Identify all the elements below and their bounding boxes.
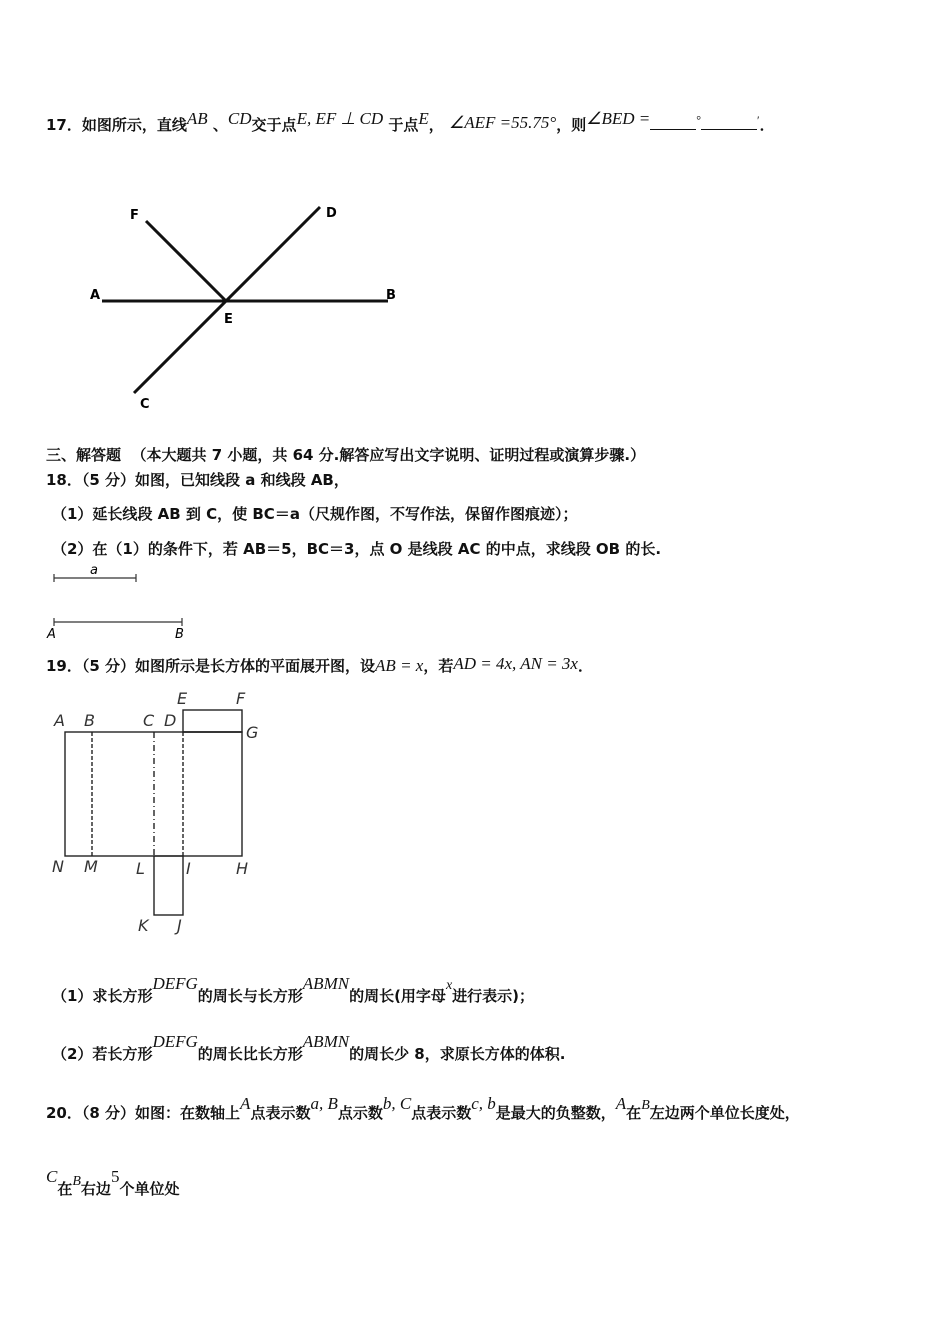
label-seg-a: a (90, 563, 98, 578)
label-C: C (143, 711, 155, 730)
label-C: C (140, 397, 150, 412)
label-F: F (130, 208, 139, 223)
q18-part1: （1）延长线段 AB 到 C，使 BC＝a（尺规作图，不写作法，保留作图痕迹）； (52, 505, 578, 523)
label-E: E (177, 689, 188, 708)
q20-line1: 20．（8 分）如图：在数轴上A点表示数a, B点示数b, C点表示数c, b是最大的负整数，A在B左边两个单位长度处， (46, 1094, 800, 1122)
label-E: E (224, 312, 233, 327)
q18-part2: （2）在（1）的条件下，若 AB＝5，BC＝3，点 O 是线段 AC 的中点，求线段 OB 的长. (52, 540, 662, 558)
label-N: N (52, 857, 64, 876)
label-F: F (236, 689, 246, 708)
label-J: J (177, 916, 182, 935)
answer-blank-minutes[interactable] (701, 115, 757, 130)
label-seg-B: B (175, 627, 184, 642)
label-B: B (386, 288, 396, 303)
q17-line: 17．如图所示，直线AB 、CD交于点E, EF ⊥ CD 于点E， ∠AEF =55.75°，则∠BED = ° ′． (46, 109, 775, 134)
label-H: H (236, 859, 249, 878)
q17-figure (80, 195, 420, 415)
label-A: A (54, 711, 65, 730)
label-B: B (84, 711, 95, 730)
q19-part2: （2）若长方形DEFG的周长比长方形ABMN的周长少 8，求原长方体的体积. (52, 1032, 566, 1063)
q19-head: 19．（5 分）如图所示是长方体的平面展开图，设AB = x，若AD = 4x, AN = 3x． (46, 654, 593, 675)
q20-line2: C在B右边5个单位处 (46, 1167, 180, 1198)
label-D: D (164, 711, 177, 730)
label-M: M (84, 857, 98, 876)
q19-part1: （1）求长方形DEFG的周长与长方形ABMN的周长(用字母x进行表示)； (52, 974, 535, 1005)
net-top-flap (183, 710, 242, 732)
label-K: K (138, 916, 149, 935)
q19-net-figure (46, 686, 276, 940)
net-bottom-flap (154, 856, 183, 915)
label-D: D (326, 206, 337, 221)
label-seg-A: A (47, 627, 56, 642)
q18-head: 18．（5 分）如图，已知线段 a 和线段 AB， (46, 471, 349, 489)
label-I: I (186, 859, 191, 878)
q18-segments (44, 560, 204, 642)
ray-ef (146, 221, 226, 301)
label-G: G (246, 723, 259, 742)
label-A: A (90, 288, 101, 303)
answer-blank-degrees[interactable] (650, 115, 696, 130)
label-L: L (136, 859, 145, 878)
section-3-heading: 三、解答题 （本大题共 7 小题，共 64 分.解答应写出文字说明、证明过程或演算步骤.） (46, 446, 646, 464)
